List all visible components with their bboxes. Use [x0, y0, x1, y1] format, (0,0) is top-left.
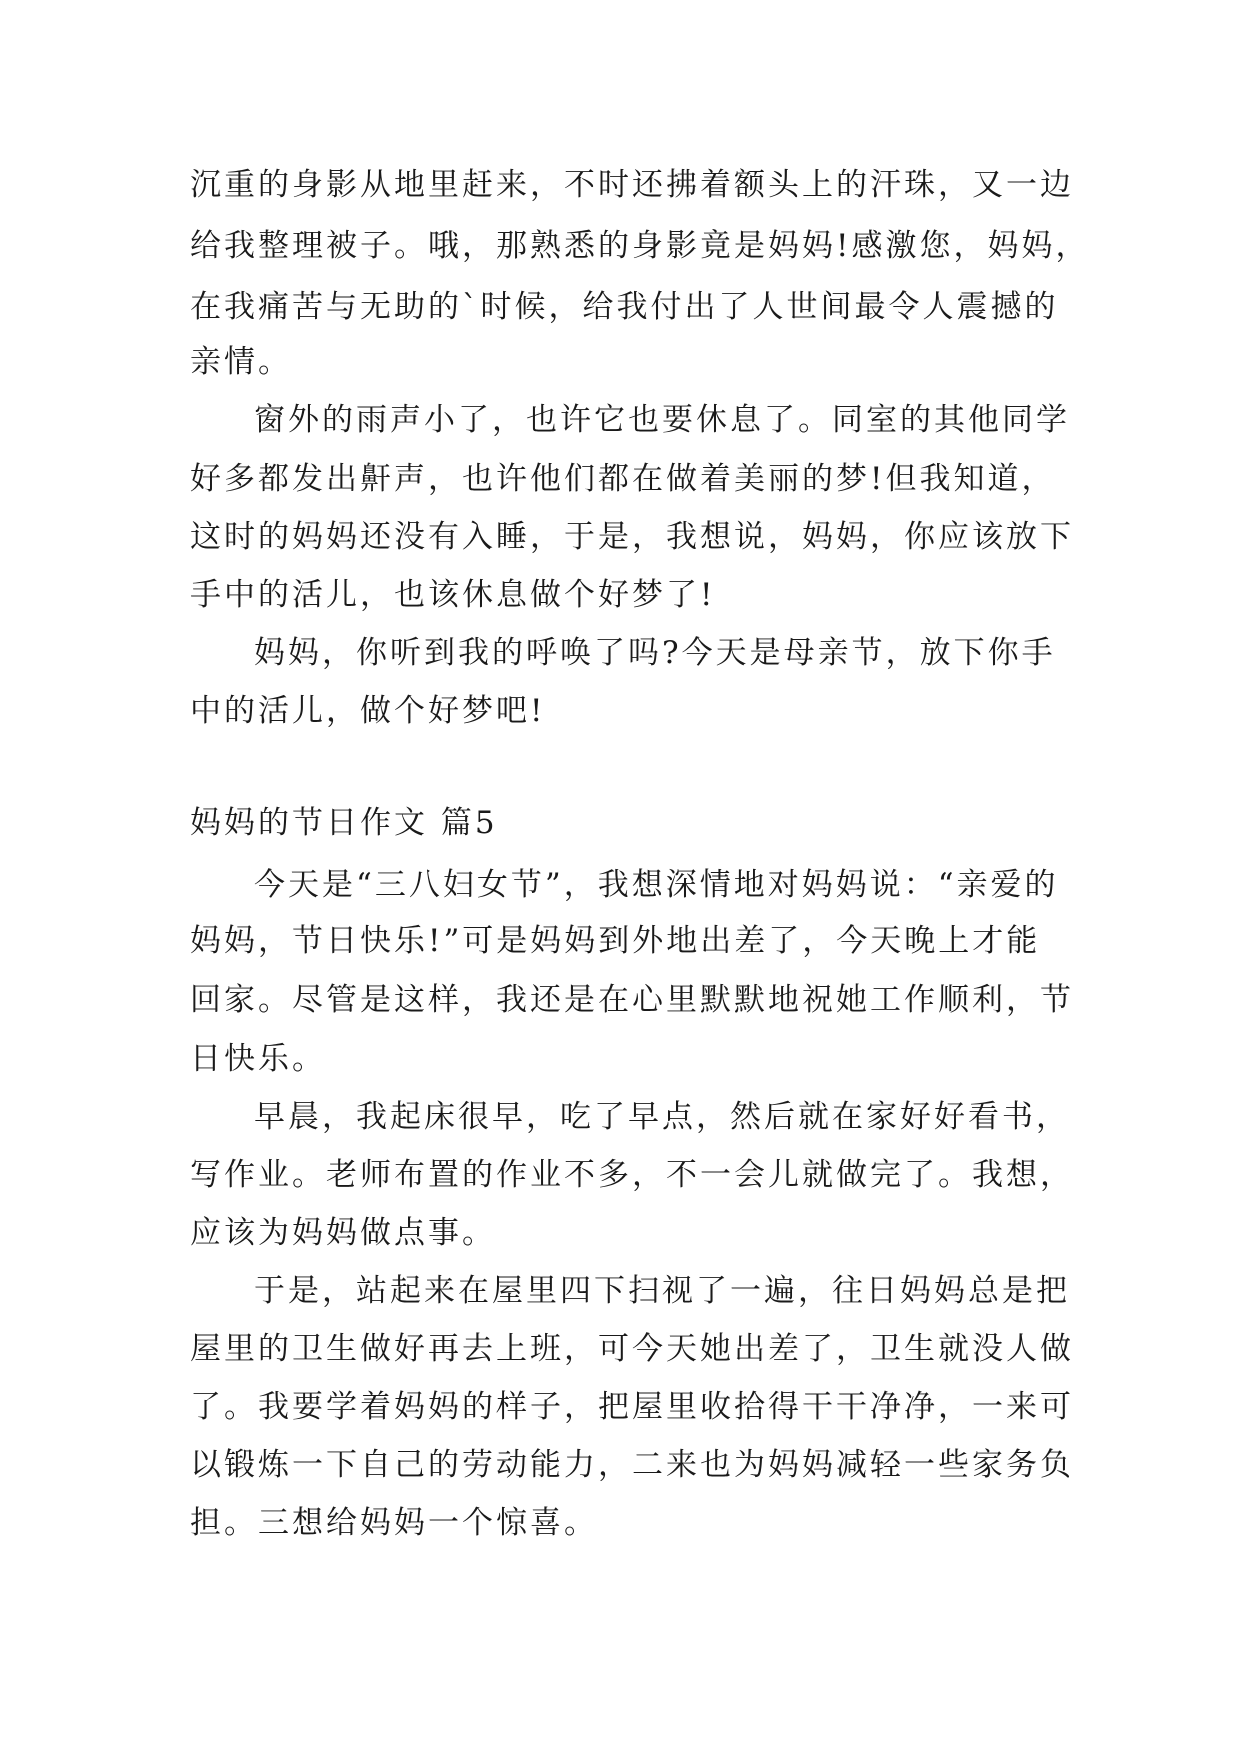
paragraph-line: 给我整理被子。哦，那熟悉的身影竟是妈妈!感激您，妈妈， — [190, 228, 1090, 264]
paragraph-line: 应该为妈妈做点事。 — [190, 1215, 496, 1251]
paragraph-line: 中的活儿，做个好梦吧! — [190, 693, 546, 729]
paragraph-line: 屋里的卫生做好再去上班，可今天她出差了，卫生就没人做 — [190, 1331, 1074, 1367]
paragraph-line: 早晨，我起床很早，吃了早点，然后就在家好好看书， — [254, 1099, 1070, 1135]
paragraph-line: 好多都发出鼾声，也许他们都在做着美丽的梦!但我知道， — [190, 461, 1056, 497]
paragraph-line: 在我痛苦与无助的`时候，给我付出了人世间最令人震撼的 — [190, 289, 1059, 325]
paragraph-line: 妈妈，节日快乐!”可是妈妈到外地出差了，今天晚上才能 — [190, 923, 1041, 959]
paragraph-line: 回家。尽管是这样，我还是在心里默默地祝她工作顺利，节 — [190, 982, 1074, 1018]
paragraph-line: 亲情。 — [190, 344, 292, 380]
section-heading: 妈妈的节日作文 篇5 — [190, 805, 498, 841]
paragraph-line: 于是，站起来在屋里四下扫视了一遍，往日妈妈总是把 — [254, 1273, 1070, 1309]
paragraph-line: 以锻炼一下自己的劳动能力，二来也为妈妈减轻一些家务负 — [190, 1447, 1074, 1483]
paragraph-line: 了。我要学着妈妈的样子，把屋里收拾得干干净净，一来可 — [190, 1389, 1074, 1425]
paragraph-line: 今天是“三八妇女节”，我想深情地对妈妈说：“亲爱的 — [254, 867, 1059, 903]
paragraph-line: 日快乐。 — [190, 1041, 326, 1077]
paragraph-line: 这时的妈妈还没有入睡，于是，我想说，妈妈，你应该放下 — [190, 519, 1074, 555]
paragraph-line: 担。三想给妈妈一个惊喜。 — [190, 1505, 598, 1541]
paragraph-line: 妈妈，你听到我的呼唤了吗?今天是母亲节，放下你手 — [254, 635, 1056, 671]
paragraph-line: 写作业。老师布置的作业不多，不一会儿就做完了。我想， — [190, 1157, 1074, 1193]
paragraph-line: 沉重的身影从地里赶来，不时还拂着额头上的汗珠，又一边 — [190, 167, 1074, 203]
paragraph-line: 手中的活儿，也该休息做个好梦了! — [190, 577, 716, 613]
paragraph-line: 窗外的雨声小了，也许它也要休息了。同室的其他同学 — [254, 402, 1070, 438]
